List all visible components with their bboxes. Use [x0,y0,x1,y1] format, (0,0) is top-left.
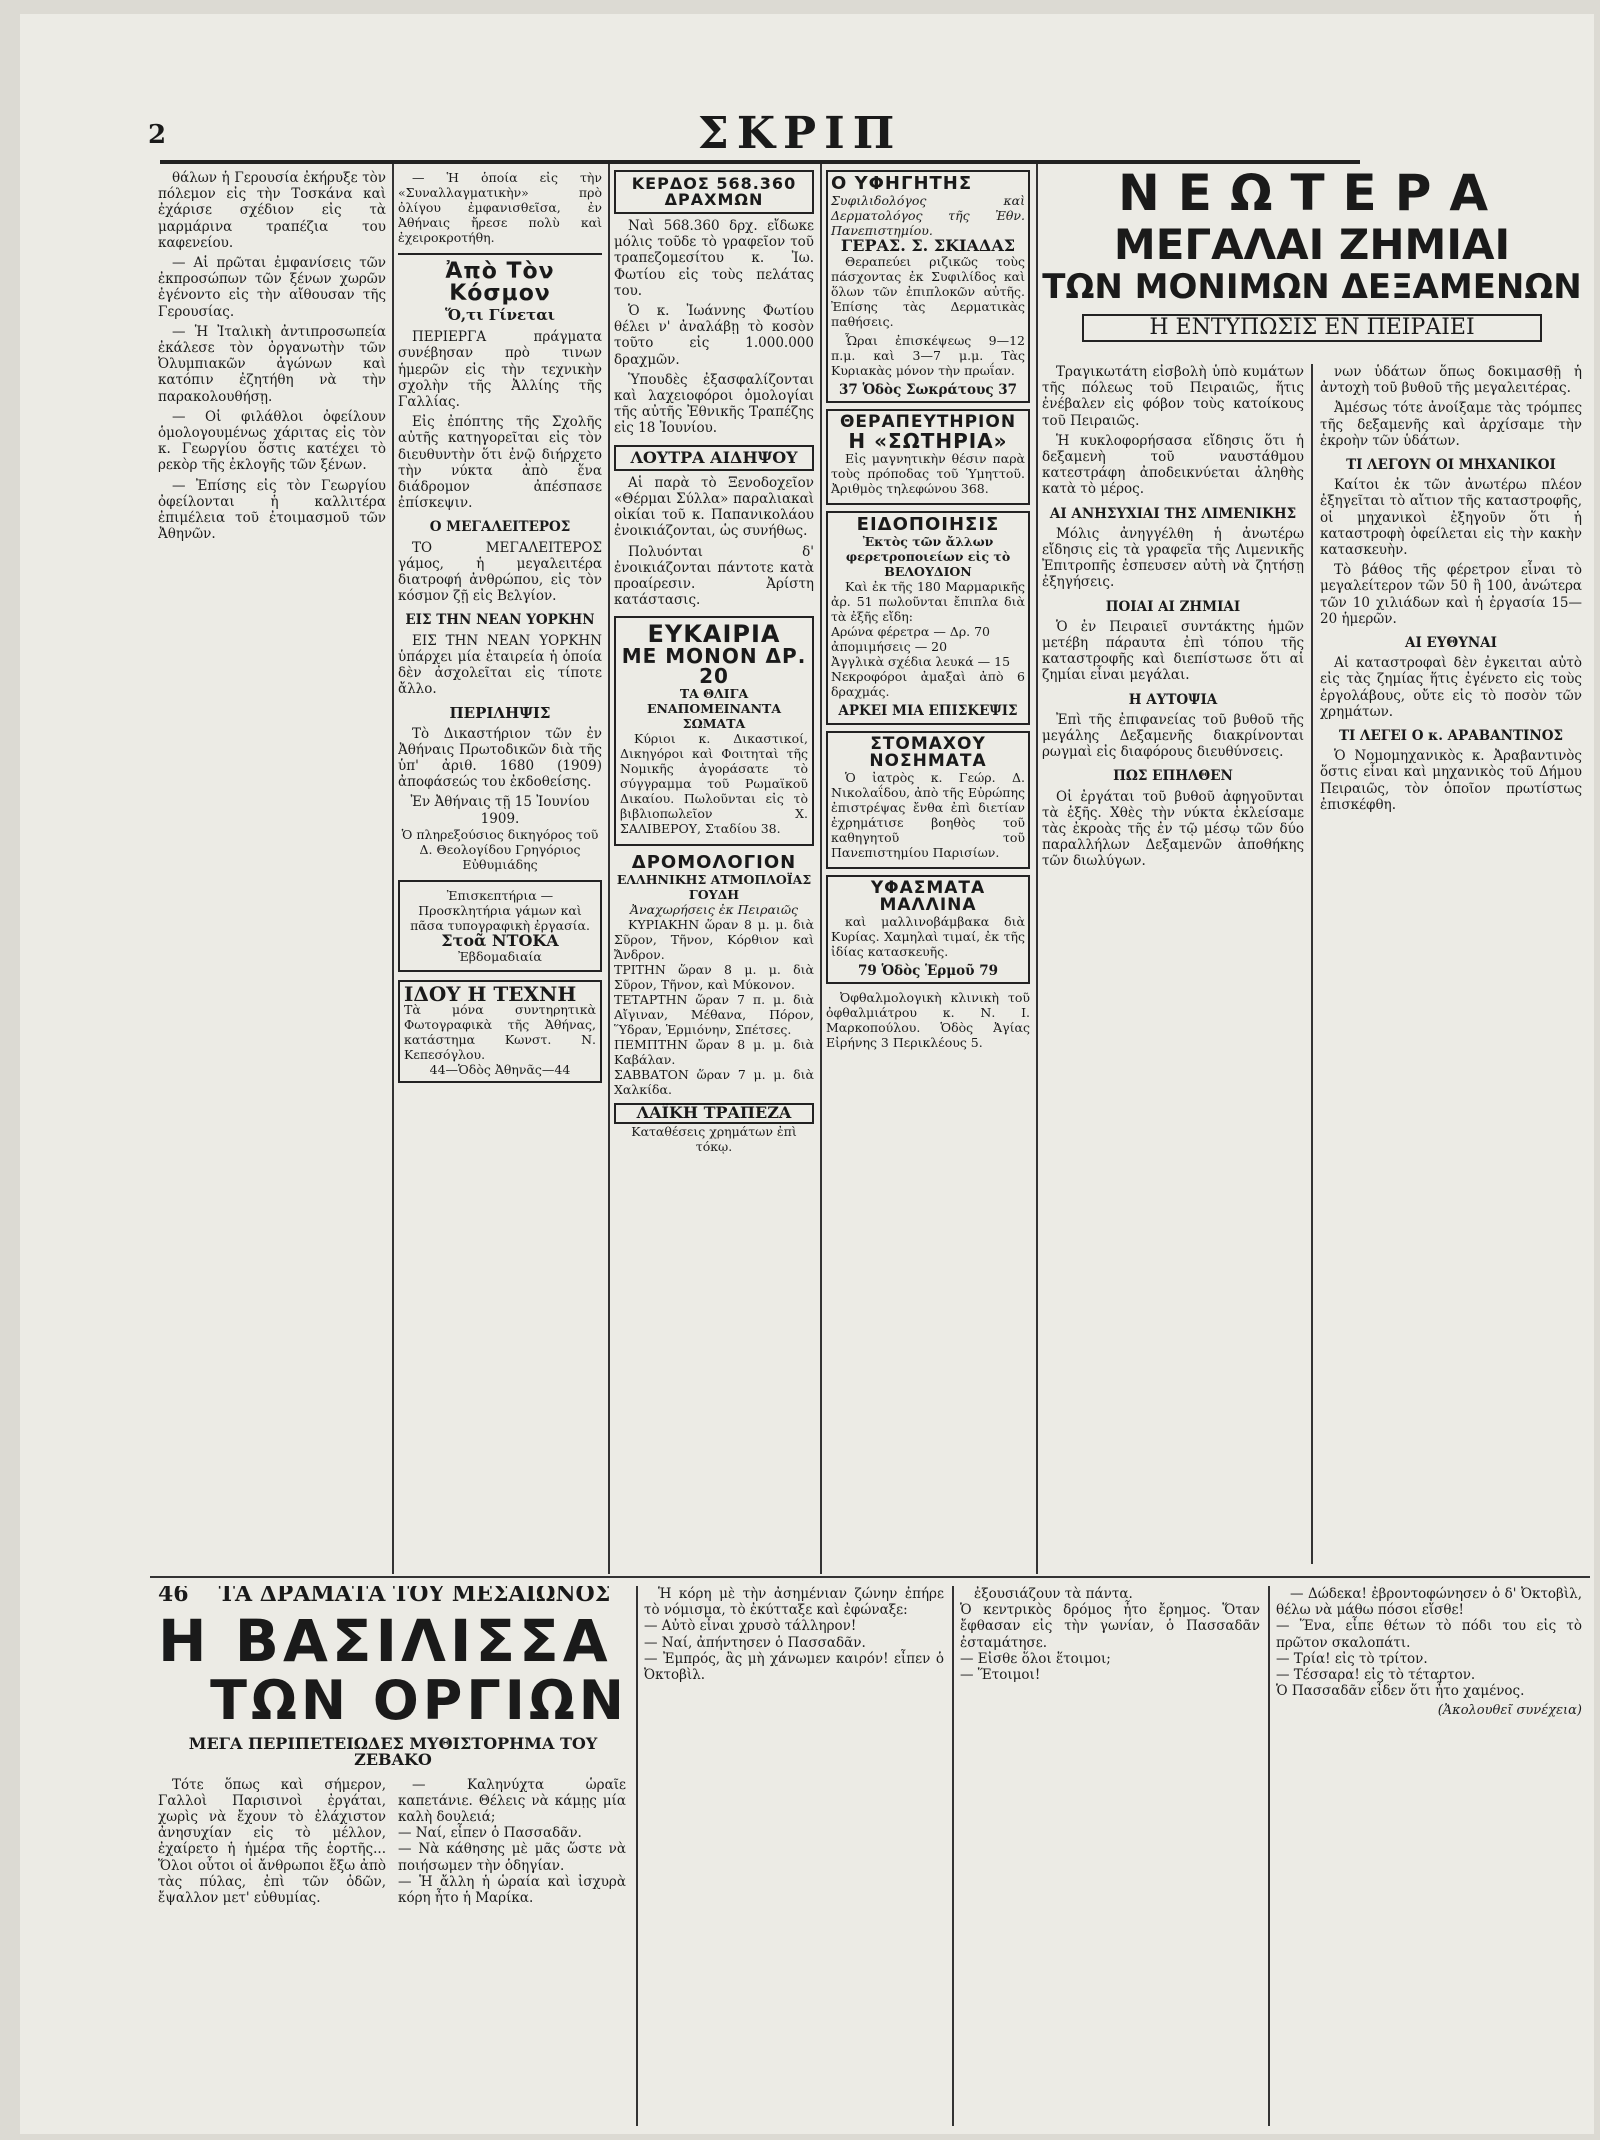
newspaper-page [20,14,1594,2134]
article-heading: Η ΑΥΤΟΨΙΑ [1128,691,1218,708]
article-heading: Ο ΜΕΓΑΛΕΙΤΕΡΟΣ [429,519,571,536]
advert-address: 44—Ὁδὸς Ἀθηνᾶς—44 [429,1062,571,1078]
article-paragraph: Οἱ ἐργάται τοῦ βυθοῦ ἀφηγοῦνται τὰ ἑξῆς. Χθὲς τὴν νύκτα ἐκλείσαμε τὰς ἐκροὰς τῆς ἐν τῷ μέσῳ τῶν δύο παραλλήλων Δεξαμενῶν ἀποθήκης τῶν διωλύγων. [1042,788,1304,870]
article-heading: ΠΩΣ ΕΠΗΛΘΕΝ [1113,768,1233,785]
serial-text: — Δώδεκα! ἐβροντοφώνησεν ὁ δ' Ὀκτοβὶλ, θέλω νὰ μάθω πόσοι εἴσθε! — Ἕνα, εἶπε θέτων τὸ πόδι του εἰς τὸ πρῶτον σκαλοπάτι. — Τρία! εἰς τὸ τρίτον. — Τέσσαρα! εἰς τὸ τέταρτον. Ὁ Πασσαδᾶν εἶδεν ὅτι ἦτο χαμένος. [1276,1586,1582,1700]
column-3 [614,170,814,1570]
article-paragraph: Τὸ Δικαστήριον τῶν ἐν Ἀθήναις Πρωτοδικῶν διὰ τῆς ὑπ' ἀριθ. 1680 (1909) ἀποφάσεώς του ἐκδοθείσης. [398,725,602,791]
column-rule [1311,364,1313,1564]
advert-box [826,731,1030,869]
page-number: 2 [148,120,167,150]
article-paragraph: ΤΟ ΜΕΓΑΛΕΙΤΕΡΟΣ γάμος, ἡ μεγαλειτέρα διατροφή ἀνθρώπου, εἰς τὸν κόσμον ζῇ εἰς Βελγίον. [398,539,602,605]
serial-text: — Καληνύχτα ὡραῖε καπετάνιε. Θέλεις νὰ κάμῃς μία καλὴ δουλειά; — Ναί, εἶπεν ὁ Πασσαδᾶν. — Νὰ κάθησης μὲ μᾶς ὥστε νὰ ποιήσωμεν τὴν ὁδηγίαν. — Ἡ ἄλλη ἡ ὡραία καὶ ἰσχυρὰ κόρη ἦτο ἡ Μαρίκα. [398,1776,626,1907]
column-rule [636,1586,638,2126]
advert-name: Στοᾶ ΝΤΟΚΑ [441,930,559,950]
column-rule [608,164,610,1574]
advert-sub: Καταθέσεις χρημάτων ἐπὶ τόκῳ. [631,1123,797,1154]
article-paragraph: Εἰς ἐπόπτης τῆς Σχολῆς αὐτῆς κατηγορεῖται εἰς τὸν διευθυντὴν ὅτι ἐνῷ διήρχετο τὴν νύκτα ἀπὸ ἕνα διάδρομον ἀπέσπασε ἐπίσκεψιν. [398,414,602,512]
advert-text: Θεραπεύει ριζικῶς τοὺς πάσχοντας ἐκ Συφιλίδος καὶ ὅλων τῶν ἐπιπλοκῶν αὐτῆς. Ἐπίσης τὰς Δερματικὰς παθήσεις. [831,254,1025,330]
advert-sub: Συφιλιδολόγος καὶ Δερματολόγος τῆς Ἐθν. Πανεπιστημίου. [831,193,1025,238]
advert-box [826,409,1030,505]
article-paragraph: Πολυόνται δ' ἐνοικιάζονται πάντοτε κατὰ προαίρεσιν. Ἀρίστη κατάστασις. [614,543,814,609]
advert-box [826,511,1030,724]
advert-doctor: ΓΕΡΑΣ. Σ. ΣΚΙΑΔΑΣ [840,236,1016,255]
advert-text: Τὰ μόνα συντηρητικὰ Φωτογραφικὰ τῆς Ἀθήνας, κατάστημα Κωνστ. Ν. Κεπεσόγλου. [404,1002,596,1063]
column-rule [1036,164,1038,1574]
article-paragraph: Ἀμέσως τότε ἀνοίξαμε τὰς τρόμπες τῆς δεξαμενῆς καὶ ἀρχίσαμε τὴν ἐκροὴν τῶν ὑδάτων. [1320,400,1582,449]
column-1 [158,170,386,1570]
advert-price: ΜΕ ΜΟΝΟΝ ΔΡ. 20 [621,644,807,689]
serial-right [1276,1586,1582,2126]
advert-text: Ὀφθαλμολογικὴ κλινικὴ τοῦ ὀφθαλμιάτρου κ. Ν. Ι. Μαρκοπούλου. Ὁδὸς Ἀγίας Εἰρήνης 3 Περικλέους 5. [826,989,1030,1050]
advert-address: 79 Ὁδὸς Ἑρμοῦ 79 [857,962,999,979]
article-paragraph: — Ἡ ὁποία εἰς τὴν «Συναλλαγματικὴν» πρὸ ὀλίγου ἐμφανισθεῖσα, ἐν Ἀθήναις ἤρεσε πολὺ καὶ ἐχειροκροτήθη. [398,170,602,245]
article-paragraph: Ὁ ἐν Πειραιεῖ συντάκτης ἡμῶν μετέβη πάραυτα ἐπὶ τόπου τῆς καταστροφῆς καὶ διεπίστωσε ὅτι αἱ ζημίαι εἶναι μεγάλαι. [1042,618,1304,684]
news-left-column [1042,364,1304,874]
serial-header [158,1586,628,1607]
article-headline: ΚΕΡΔΟΣ 568.360 ΔΡΑΧΜΩΝ [614,170,814,214]
serial-middle [644,1586,944,2126]
advert-sub: Ἐκτὸς τῶν ἄλλων φερετροποιείων εἰς τὸ ΒΕΛΟΥΔΙΟΝ [845,534,1011,580]
serial-subtitle: ΜΕΓΑ ΠΕΡΙΠΕΤΕΙΩΔΕΣ ΜΥΘΙΣΤΟΡΗΜΑ ΤΟΥ ΖΕΒΑΚΟ [188,1734,598,1770]
article-paragraph: ΕΙΣ ΤΗΝ ΝΕΑΝ ΥΟΡΚΗΝ ὑπάρχει μία ἐταιρεία ἡ ὁποία δὲν ἀσχολεῖται εἰς τίποτε ἄλλο. [398,632,602,698]
notice-date: Ἐν Ἀθήναις τῇ 15 Ἰουνίου 1909. [410,794,590,827]
column-rule [820,164,822,1574]
schedule-text: ΚΥΡΙΑΚΗΝ ὥραν 8 μ. μ. διὰ Σῦρον, Τῆνον, Κόρθιον καὶ Ἄνδρον. ΤΡΙΤΗΝ ὥραν 8 μ. μ. διὰ Σῦρον, Τῆνον, καὶ Μύκονον. ΤΕΤΑΡΤΗΝ ὥραν 7 π. μ. διὰ Αἴγιναν, Μέθανα, Πόρον, Ὕδραν, Ἑρμιόνην, Σπέτσες. ΠΕΜΠΤΗΝ ὥραν 8 μ. μ. διὰ Καβάλαν. ΣΑΒΒΑΤΟΝ ὥραν 7 μ. μ. διὰ Χαλκίδα. [614,917,814,1098]
serial-title: ΤΩΝ ΟΡΓΙΩΝ [210,1669,628,1733]
serial-columns [158,1777,628,1911]
article-heading: ΑΙ ΑΝΗΣΥΧΙΑΙ ΤΗΣ ΛΙΜΕΝΙΚΗΣ [1049,505,1297,522]
article-paragraph: Μόλις ἀνηγγέλθη ἡ ἀνωτέρω εἴδησις εἰς τὰ γραφεῖα τῆς Λιμενικῆς Ἐπιτροπῆς ἐσπευσεν αὐτὴ νὰ ζητήσῃ ἐξηγήσεις. [1042,525,1304,591]
page-header [20,14,1594,164]
article-heading: ΛΟΥΤΡΑ ΑΙΔΗΨΟΥ [614,445,814,471]
column-2 [398,170,602,1570]
serial-text: Τότε ὅπως καὶ σήμερον, Γαλλοὶ Παρισινοὶ ἐργάται, χωρὶς νὰ ἔχουν τὸ ἐλάχιστον ἀνησυχίαν εἰς τὸ μέλλον, ἐχαίρετο ἡ ἡμέρα τῆς ἑορτῆς... Ὅλοι οὗτοι οἱ ἄνθρωποι ἔξω ἀπὸ τὰς πύλας, ἐπὶ τῶν ὁδῶν, ἔψαλλον μετ' εὐθυμίας. [158,1776,386,1907]
advert-box [398,880,602,972]
advert-box [398,980,602,1083]
advert-title: ΕΙΔΟΠΟΙΗΣΙΣ [856,514,1000,536]
advert-box [614,616,814,846]
main-headline: ΜΕΓΑΛΑΙ ΖΗΜΙΑΙ [1113,220,1511,269]
advert-sub: Ἐβδομαδιαία [458,949,542,965]
column-4 [826,170,1030,1570]
advert-sub: ΤΑ ΘΛΙΓΑ ΕΝΑΠΟΜΕΙΝΑΝΤΑ ΣΩΜΑΤΑ [646,686,782,732]
advert-text: καὶ μαλλινοβάμβακα διὰ Κυρίας. Χαμηλαὶ τιμαί, ἐκ τῆς ἰδίας κατασκευῆς. [831,913,1025,959]
serial-middle-2 [960,1586,1260,2126]
article-paragraph: — Ἡ Ἰταλικὴ ἀντιπροσωπεία ἐκάλεσε τὸν ὀργανωτὴν τῶν Ὀλυμπιακῶν ἀγώνων καὶ κατόπιν ἐζητήθη νὰ τὴν παρακολουθήσῃ. [158,323,386,405]
article-paragraph: — Αἱ πρῶται ἐμφανίσεις τῶν ἐκπροσώπων τῶν ξένων χωρῶν ἐγένοντο εἰς τὴν αἴθουσαν τῆς Γερουσίας. [158,255,386,320]
article-paragraph: Ἡ κυκλοφορήσασα εἴδησις ὅτι ἡ δεξαμενὴ τοῦ ναυστάθμου κατεστράφη ἀποδεικνύεται ἀληθὴς κατὰ τὸ μέρος. [1042,432,1304,498]
advert-text: Καὶ ἐκ τῆς 180 Μαρμαρικῆς ἀρ. 51 πωλοῦνται ἔπιπλα διὰ τὰ ἐξῆς εἴδη: Αρώνα φέρετρα — Δρ. 70 ἀπομιμήσεις — 20 Ἀγγλικὰ σχέδια λευκά — 15 Νεκροφόροι ἀμαξαὶ ἀπὸ 6 δραχμάς. [831,579,1025,700]
advert-box [826,875,1030,984]
article-heading: ΠΟΙΑΙ ΑΙ ΖΗΜΙΑΙ [1105,598,1241,615]
article-paragraph: Τραγικωτάτη εἰσβολὴ ὑπὸ κυμάτων τῆς πόλεως τοῦ Πειραιῶς, ἥτις ἐνέβαλεν εἰς φόβον τοὺς κατοίκους τοῦ Πειραιῶς. [1042,364,1304,429]
serial-title: Η ΒΑΣΙΛΙΣΣΑ [158,1607,612,1676]
advert-title: ΣΤΟΜΑΧΟΥ ΝΟΣΗΜΑΤΑ [869,733,987,771]
article-paragraph: Ὁ Νομομηχανικὸς κ. Ἀραβαντινὸς ὅστις εἶναι καὶ μηχανικὸς τοῦ Δήμου Πειραιῶς, τὸν ὁποῖον πρωτίστως ἐπισκέφθη. [1320,748,1582,813]
news-right-column [1320,364,1582,817]
article-heading: ΕΙΣ ΤΗΝ ΝΕΑΝ ΥΟΡΚΗΝ [405,612,595,629]
article-heading: ΤΙ ΛΕΓΕΙ Ο κ. ΑΡΑΒΑΝΤΙΝΟΣ [1338,728,1564,745]
serial-left [158,1586,628,2126]
notice-signer: Ὁ πληρεξούσιος δικηγόρος τοῦ Δ. Θεολογίδου Γρηγόριος Εὐθυμιάδης [401,826,599,872]
column-rule [1268,1586,1270,2126]
advert-text: Ἐπισκεπτήρια — Προσκλητήρια γάμων καὶ πᾶσα τυπογραφικὴ ἐργασία. [410,887,590,933]
schedule-line: Ἀναχωρήσεις ἐκ Πειραιῶς [629,902,799,918]
section-divider [150,1576,1590,1578]
serial-series: ΤΑ ΔΡΑΜΑΤΑ ΤΟΥ ΜΕΣΑΙΩΝΟΣ [218,1586,611,1607]
column-rule [392,164,394,1574]
advert-hours: Ὧραι ἐπισκέψεως 9—12 π.μ. καὶ 3—7 μ.μ. Τὰς Κυριακὰς μόνον τὴν πρωΐαν. [831,333,1025,379]
article-paragraph: θάλων ἡ Γερουσία ἐκήρυξε τὸν πόλεμον εἰς τὴν Τοσκάνα καὶ ἐχάρισε σχέδιον εἰς τὰ μαρμάρινα τραπέζια του καφενείου. [158,170,386,251]
advert-tagline: ΑΡΚΕΙ ΜΙΑ ΕΠΙΣΚΕΨΙΣ [838,703,1018,720]
article-paragraph: — Οἱ φιλάθλοι ὀφείλουν ὁμολογουμένως χάριτας εἰς τὸν κ. Γεωργίου ὅστις κατέχει τὸ ρεκὸρ τῆς ἐκλογῆς τῶν ξένων. [158,408,386,474]
article-paragraph: — Ἐπίσης εἰς τὸν Γεωργίου ὀφείλονται ἡ καλλιτέρα ἐπιμέλεια τοῦ ἐτοιμασμοῦ τῶν Ἀθηνῶν. [158,477,386,543]
advert-text: Κύριοι κ. Δικαστικοί, Δικηγόροι καὶ Φοιτηταὶ τῆς Νομικῆς ἀγοράσατε τὸ σύγγραμμα τοῦ Ρωμαϊκοῦ Δικαίου. Πωλοῦνται εἰς τὸ βιβλιοπωλεῖον Χ. ΣΑΛΙΒΕΡΟΥ, Σταδίου 38. [620,731,808,837]
article-paragraph: Ἐπὶ τῆς ἐπιφανείας τοῦ βυθοῦ τῆς μεγάλης Δεξαμενῆς διακρίνονται ρωγμαὶ εἰς διαφόρους διευθύνσεις. [1042,711,1304,761]
section-title: Ἀπὸ Τὸν Κόσμον [398,253,602,305]
masthead-title: ΣΚΡΙΠ [697,108,903,159]
article-paragraph: Αἱ παρὰ τὸ Ξενοδοχεῖον «Θέρμαι Σύλλα» παραλιακαὶ οἰκίαι τοῦ κ. Παπανικολάου ἐνοικιάζονται, ὡς συνήθως. [614,474,814,540]
serial-number: 46 [158,1586,189,1607]
sub-headline: Η ΕΝΤΥΠΩΣΙΣ ΕΝ ΠΕΙΡΑΙΕΙ [1082,314,1542,342]
column-5 [1042,164,1582,1570]
main-headline: ΤΩΝ ΜΟΝΙΜΩΝ ΔΕΞΑΜΕΝΩΝ [1042,267,1582,307]
advert-box [826,170,1030,403]
article-paragraph: νων ὑδάτων ὅπως δοκιμασθῇ ἡ ἀντοχὴ τοῦ βυθοῦ τῆς μεγαλειτέρας. [1320,364,1582,397]
advert-title: ΕΥΚΑΙΡΙΑ [647,620,781,649]
article-paragraph: Ὁ κ. Ἰωάννης Φωτίου θέλει ν' ἀναλάβῃ τὸ κοσὸν τοῦτο εἰς 1.000.000 δραχμῶν. [614,303,814,368]
article-paragraph: Τὸ βάθος τῆς φέρετρον εἶναι τὸ μεγαλείτερον τῶν 50 ἢ 100, ἀνώτερα τῶν 10 χιλιάδων καὶ ἡ ἐργασία 15—20 ἡμερῶν. [1320,562,1582,627]
article-paragraph: ΠΕΡΙΕΡΓΑ πράγματα συνέβησαν πρὸ τινων ἡμερῶν εἰς τὴν τεχνικὴν σχολὴν τῆς Ἀλλίης τῆς Γαλλίας. [398,329,602,411]
advert-title: ΙΔΟΥ Η ΤΕΧΝΗ [404,982,577,1007]
advert-text: Εἰς μαγνητικὴν θέσιν παρὰ τοὺς πρόποδας τοῦ Ὑμηττοῦ. Ἀριθμὸς τηλεφώνου 368. [831,451,1025,497]
column-rule [952,1586,954,2126]
serial-text: Ἡ κόρη μὲ τὴν ἀσημένιαν ζώνην ἐπήρε τὸ νόμισμα, τὸ ἐκύτταξε καὶ ἐφώναξε: — Αὐτὸ εἶναι χρυσὸ τάλληρον! — Ναί, ἀπήντησεν ὁ Πασσαδᾶν. — Ἐμπρός, ἂς μὴ χάνωμεν καιρόν! εἶπεν ὁ Ὀκτοβὶλ. [644,1586,944,1684]
schedule-title: ΔΡΟΜΟΛΟΓΙΟΝ [631,852,797,874]
serial-continued: (Ἀκολουθεῖ συνέχεια) [1437,1703,1582,1719]
advert-title: ΘΕΡΑΠΕΥΤΗΡΙΟΝ [839,412,1017,433]
article-paragraph: Ὑπουδὲς ἐξασφαλίζονται καὶ λαχειοφόροι ὁμολογίαι τῆς αὐτῆς Ἐθνικῆς Τραπέζης εἰς 18 Ἰουνίου. [614,371,814,437]
section-subtitle: Ὅ,τι Γίνεται [444,306,556,324]
serial-text: ἐξουσιάζουν τὰ πάντα. Ὁ κεντρικὸς δρόμος ἦτο ἔρημος. Ὅταν ἔφθασαν εἰς τὴν γωνίαν, ὁ Πασσαδᾶν ἐσταμάτησε. — Εἰσθε ὅλοι ἕτοιμοι; — Ἕτοιμοι! [960,1586,1260,1684]
article-heading: ΠΕΡΙΛΗΨΙΣ [449,704,551,723]
advert-text: Ὁ ἰατρὸς κ. Γεώρ. Δ. Νικολαΐδου, ἀπὸ τῆς Εὐρώπης ἐπιστρέψας ἔνθα ἐπὶ διετίαν ἐχρημάτισε βοηθὸς τοῦ καθηγητοῦ τοῦ Πανεπιστημίου Παρισίων. [831,769,1025,860]
advert-name: Η «ΣΩΤΗΡΙΑ» [848,429,1008,454]
advert-title: ΛΑΪΚΗ ΤΡΑΠΕΖΑ [614,1103,814,1123]
advert-address: 37 Ὁδὸς Σωκράτους 37 [838,382,1018,399]
article-paragraph: Αἱ καταστροφαὶ δὲν ἐγκειται αὐτὸ εἰς τὰς ζημίας ἥτις ἐγένετο εἰς τοὺς ἐργολάβους, οὔτε εἰς τὸ ποσὸν τῶν χρημάτων. [1320,655,1582,720]
article-heading: ΑΙ ΕΥΘΥΝΑΙ [1405,635,1497,652]
schedule-sub: ΕΛΛΗΝΙΚΗΣ ΑΤΜΟΠΛΟΪΑΣ ΓΟΥΔΗ [616,872,812,903]
article-heading: ΤΙ ΛΕΓΟΥΝ ΟΙ ΜΗΧΑΝΙΚΟΙ [1346,457,1556,474]
news-banner: ΝΕΩΤΕΡΑ [1117,164,1507,222]
advert-title: ΥΦΑΣΜΑΤΑ ΜΑΛΛΙΝΑ [870,877,986,915]
article-paragraph: Καίτοι ἐκ τῶν ἀνωτέρω πλέον ἐξηγεῖται τὸ αἴτιον τῆς καταστροφῆς, οἱ μηχανικοὶ ἐξηγοῦν ὅτι ἡ καταστροφὴ ὀφείλεται εἰς τὴν κακὴν κατασκευὴν. [1320,477,1582,559]
article-paragraph: Ναὶ 568.360 δρχ. εἴδωκε μόλις τοῦδε τὸ γραφεῖον τοῦ τραπεζομεσίτου κ. Ἰω. Φωτίου εἰς τοὺς πελάτας του. [614,218,814,299]
advert-title: Ο ΥΦΗΓΗΤΗΣ [831,173,973,194]
